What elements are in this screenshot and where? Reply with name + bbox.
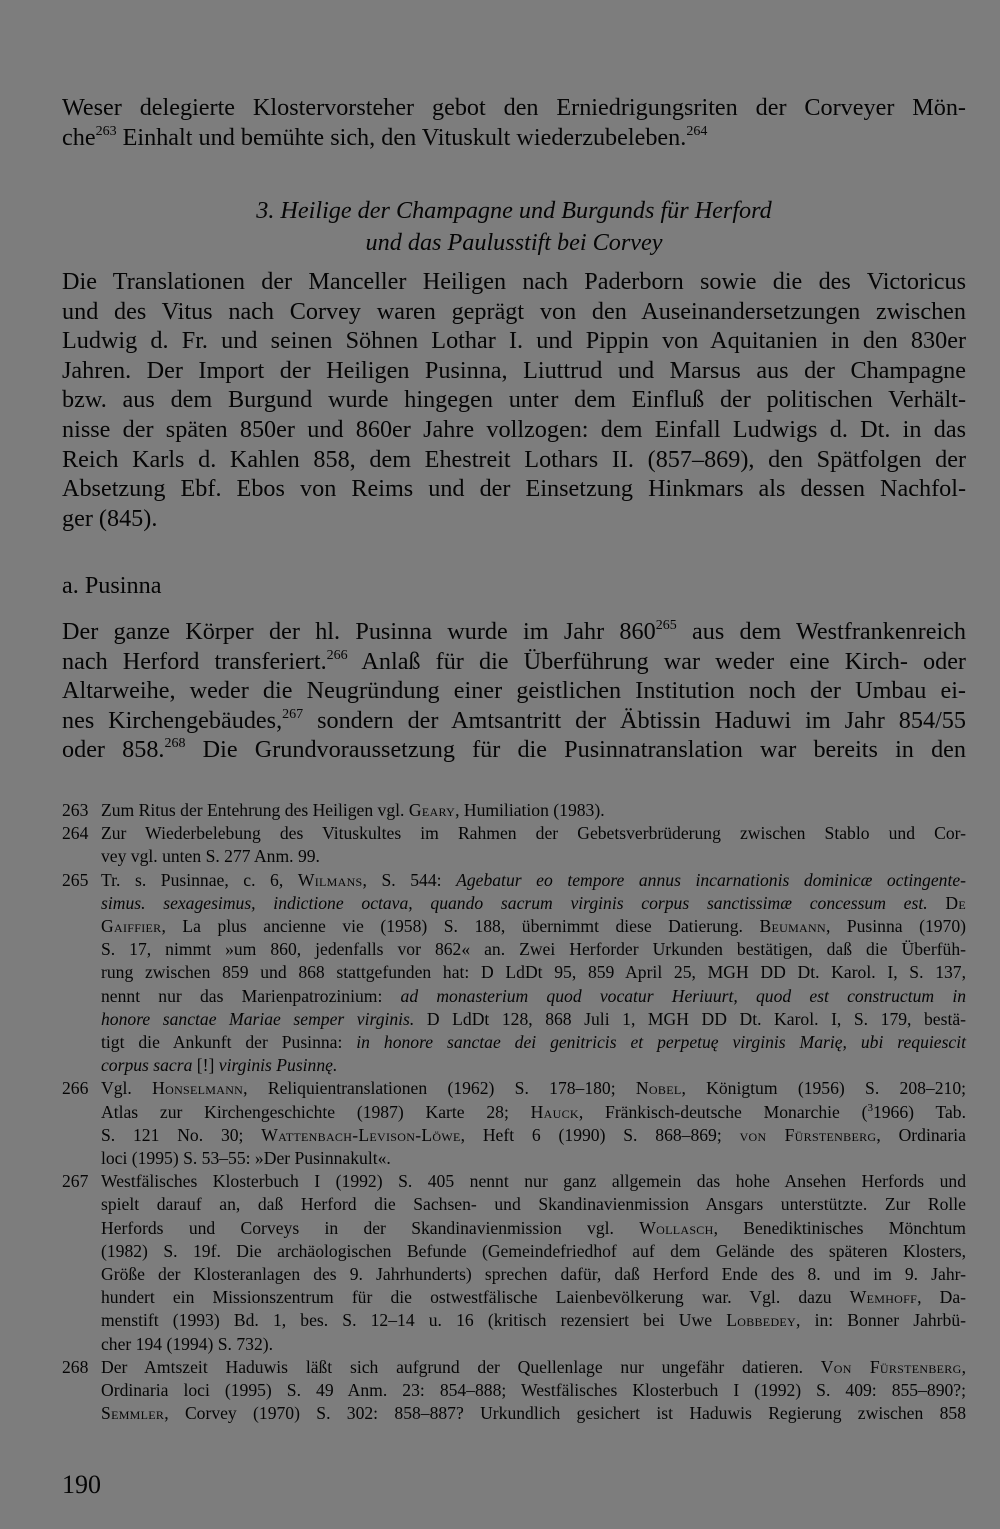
- text-fragment: 1966) Tab.: [872, 1101, 966, 1122]
- text-fragment: ,: [961, 1356, 966, 1377]
- text-fragment: aus dem Westfrankenreich: [676, 618, 966, 645]
- text-fragment: che: [62, 123, 96, 151]
- text-fragment: , La plus ancienne vie (1958) S. 188, übernimmt diese Datierung.: [161, 916, 760, 937]
- text-line: Jahren. Der Import der Heiligen Pusinna, Liuttrud und Marsus aus der Champagne: [62, 356, 966, 384]
- text-line: Ludwig d. Fr. und seinen Söhnen Lothar I. und Pippin von Aquitanien in den 830er: [62, 327, 966, 355]
- footnote-line: S. 17, nimmt »um 860, jedenfalls vor 862« an. Zwei Herforder Urkunden bestätigen, daß die Überfüh-: [101, 939, 966, 960]
- text-fragment: [!]: [192, 1055, 219, 1076]
- footnote-263: [62, 799, 966, 822]
- footnote-line: vey vgl. unten S. 277 Anm. 99.: [101, 846, 320, 867]
- text-line: nisse der späten 850er und 860er Jahre vollzogen: dem Einfall Ludwigs d. Dt. in das: [62, 415, 966, 443]
- text-fragment: , Fränkisch-deutsche Monarchie (: [578, 1101, 868, 1122]
- text-fragment: , Da-: [917, 1287, 966, 1308]
- page-number: 190: [62, 1470, 101, 1499]
- text-fragment: , Ordinaria: [876, 1124, 966, 1145]
- author-name: Geary: [408, 800, 456, 820]
- text-fragment: Einhalt und bemühte sich, den Vituskult wiederzubeleben.: [116, 123, 687, 151]
- text-fragment: tigt die Ankunft der Pusinna:: [101, 1032, 357, 1053]
- text-fragment: , Corvey (1970) S. 302: 858–887? Urkundlich gesichert ist Haduwis Regierung zwischen 858: [164, 1403, 966, 1424]
- text-fragment: nes Kirchengebäudes,: [62, 706, 283, 734]
- text-fragment: , Pusinna (1970): [825, 916, 966, 937]
- footnote-line: [101, 1356, 966, 1379]
- footnote-line: [101, 1309, 966, 1332]
- text-fragment: , Humiliation (1983).: [455, 800, 605, 820]
- text-fragment: Der ganze Körper der hl. Pusinna wurde im Jahr 860: [62, 618, 656, 645]
- top-paragraph: [62, 93, 966, 152]
- footnote-ref[interactable]: 265: [655, 618, 677, 633]
- footnote-ref[interactable]: 267: [282, 706, 304, 722]
- footnote-line: Zur Wiederbelebung des Vituskultes im Rahmen der Gebetsverbrüderung zwischen Stablo und Cor-: [101, 823, 966, 844]
- text-fragment: oder 858.: [62, 736, 165, 764]
- footnote-line: [101, 1031, 966, 1054]
- footnote-number: 267: [62, 1171, 89, 1192]
- text-fragment: , in: Bonner Jahrbü-: [796, 1310, 966, 1331]
- footnote-line: [101, 799, 966, 822]
- text-fragment: nach Herford transferiert.: [62, 647, 327, 675]
- footnote-line: [101, 1124, 966, 1147]
- footnote-ref[interactable]: 268: [164, 736, 186, 752]
- latin-quote: virginis Pusinnę.: [218, 1055, 338, 1076]
- text-fragment: , S. 544:: [362, 869, 457, 890]
- text-fragment: nennt nur das Marienpatrozinium:: [101, 985, 401, 1006]
- text-line: Die Translationen der Manceller Heiligen nach Paderborn sowie die des Victoricus: [62, 268, 966, 295]
- text-line: Weser delegierte Klostervorsteher gebot den Erniedrigungsriten der Corveyer Mön-: [62, 94, 966, 121]
- footnote-line: cher 194 (1994) S. 732).: [101, 1333, 273, 1354]
- text-line: [62, 123, 966, 153]
- text-line: ger (845).: [62, 504, 158, 532]
- footnote-line: [101, 915, 966, 938]
- footnote-number: 266: [62, 1078, 89, 1099]
- footnote-line: spielt darauf an, daß Herford die Sachsen- und Skandinavienmission Ansgars unterstützte. Zur Rolle: [101, 1194, 966, 1215]
- author-name: Gaiffier: [101, 916, 162, 937]
- footnote-267: [62, 1170, 966, 1356]
- text-line: [62, 617, 966, 647]
- footnote-line: [101, 892, 966, 915]
- text-fragment: sondern der Amtsantritt der Äbtissin Haduwi im Jahr 854/55: [303, 706, 966, 734]
- footnote-265: [62, 869, 966, 1078]
- author-name: Honselmann: [152, 1078, 244, 1099]
- footnote-line: [101, 1101, 966, 1124]
- section-heading-line: und das Paulusstift bei Corvey: [365, 229, 663, 256]
- footnote-line: Größe der Klosteranlagen des 9. Jahrhunderts) sprechen dafür, daß Herford Ende des 8. und im 9. Jahr-: [101, 1264, 966, 1285]
- latin-quote: corpus sacra: [101, 1055, 193, 1076]
- footnote-ref[interactable]: 263: [95, 123, 117, 139]
- text-fragment: Herfords und Corveys in der Skandinavienmission vgl.: [101, 1217, 640, 1238]
- author-name: Hauck: [530, 1101, 579, 1122]
- text-line: bzw. aus dem Burgund wurde hingegen unter dem Einfluß der politischen Verhält-: [62, 386, 966, 414]
- footnote-ref[interactable]: 266: [326, 647, 348, 663]
- footnote-ref[interactable]: 264: [686, 123, 708, 139]
- footnotes: [62, 799, 966, 1425]
- footnote-number: 263: [62, 800, 89, 820]
- text-fragment: Die Grundvoraussetzung für die Pusinnatranslation war bereits in den: [185, 736, 966, 764]
- latin-quote: in honore sanctae dei genitricis et perpetuę virginis Marię, ubi requiescit: [356, 1032, 966, 1053]
- text-fragment: hundert ein Missionszentrum für die ostwestfälische Laienbevölkerung war. Vgl. dazu: [101, 1287, 850, 1308]
- text-fragment: Vgl.: [101, 1078, 153, 1099]
- footnote-266: [62, 1077, 966, 1170]
- footnote-line: [101, 869, 966, 892]
- footnote-line: [101, 1077, 966, 1100]
- text-fragment: Anlaß für die Überführung war weder eine Kirch- oder: [347, 647, 966, 675]
- footnote-line: [101, 1402, 966, 1425]
- text-line: [62, 735, 966, 765]
- footnote-line: (1982) S. 19f. Die archäologischen Befunde (Gemeindefriedhof auf dem Gelände des späteren Klosters,: [101, 1240, 966, 1261]
- subsection-heading: a. Pusinna: [62, 572, 162, 599]
- text-fragment: Atlas zur Kirchengeschichte (1987) Karte 28;: [101, 1101, 531, 1122]
- text-line: [62, 706, 966, 736]
- text-fragment: , Heft 6 (1990) S. 868–869;: [460, 1124, 740, 1145]
- text-fragment: Tr. s. Pusinnae, c. 6,: [101, 869, 298, 890]
- author-name: De: [945, 892, 966, 913]
- author-name: Lobbedey: [726, 1310, 797, 1331]
- footnote-line: Westfälisches Klosterbuch I (1992) S. 405 nennt nur ganz allgemein das hohe Ansehen Herfords und: [101, 1171, 966, 1192]
- text-fragment: , Benediktinisches Mönchtum: [713, 1217, 966, 1238]
- text-fragment: Zum Ritus der Entehrung des Heiligen vgl.: [101, 800, 409, 820]
- latin-quote: ad monasterium quod vocatur Heriuurt, quod est constructum in: [400, 985, 966, 1006]
- text-fragment: [928, 893, 946, 913]
- footnote-268: [62, 1356, 966, 1426]
- author-name: Von Fürstenberg: [820, 1356, 962, 1377]
- text-fragment: , Königtum (1956) S. 208–210;: [681, 1078, 967, 1099]
- author-name: Wollasch: [639, 1217, 714, 1238]
- text-fragment: menstift (1993) Bd. 1, bes. S. 12–14 u. 16 (kritisch rezensiert bei Uwe: [101, 1310, 727, 1331]
- text-line: und des Vitus nach Corvey waren geprägt von den Auseinandersetzungen zwischen: [62, 297, 966, 325]
- text-line: Reich Karls d. Kahlen 858, dem Ehestreit Lothars II. (857–869), den Spätfolgen der: [62, 445, 966, 473]
- footnote-number: 268: [62, 1356, 89, 1377]
- text-line: [62, 647, 966, 677]
- latin-quote: Agebatur eo tempore annus incarnationis dominicæ octingente-: [456, 869, 967, 890]
- footnote-line: rung zwischen 859 und 868 stattgefunden hat: D LdDt 95, 859 April 25, MGH DD Dt. Karol. I, S. 137,: [101, 962, 966, 983]
- footnote-264: [62, 822, 966, 868]
- text-fragment: Der Amtszeit Haduwis läßt sich aufgrund der Quellenlage nur ungefähr datieren.: [101, 1356, 821, 1377]
- author-name: von Fürstenberg: [739, 1124, 877, 1145]
- footnote-line: loci (1995) S. 53–55: »Der Pusinnakult«.: [101, 1148, 391, 1169]
- footnote-number: 264: [62, 823, 89, 844]
- author-name: Wilmans: [297, 869, 363, 890]
- author-name: Wattenbach-Levison-Löwe: [261, 1124, 461, 1145]
- pusinna-paragraph: [62, 617, 966, 765]
- text-fragment: D LdDt 128, 868 Juli 1, MGH DD Dt. Karol. I, S. 179, bestä-: [414, 1008, 967, 1029]
- footnote-number: 265: [62, 869, 89, 890]
- section-paragraph: [62, 267, 966, 533]
- footnote-line: Ordinaria loci (1995) S. 49 Anm. 23: 854–888; Westfälisches Klosterbuch I (1992) S. 409: 855–890?;: [101, 1380, 966, 1401]
- author-name: Semmler: [101, 1403, 165, 1424]
- section-heading: [62, 195, 966, 259]
- edition-superscript: 3: [867, 1101, 873, 1114]
- footnote-line: [101, 1217, 966, 1240]
- latin-quote: honore sanctae Mariae semper virginis.: [101, 1008, 415, 1029]
- text-fragment: S. 121 No. 30;: [101, 1124, 262, 1145]
- text-fragment: , Reliquientranslationen (1962) S. 178–180;: [243, 1078, 636, 1099]
- section-heading-line: 3. Heilige der Champagne und Burgunds für Herford: [256, 197, 772, 224]
- footnote-line: [101, 1286, 966, 1309]
- latin-quote: simus. sexagesimus, indictione octava, quando sacrum virginis corpus sanctissimæ concessum est.: [101, 892, 928, 913]
- text-line: Altarweihe, weder die Neugründung einer geistlichen Institution noch der Umbau ei-: [62, 677, 966, 705]
- text-line: Absetzung Ebf. Ebos von Reims und der Einsetzung Hinkmars als dessen Nachfol-: [62, 475, 966, 503]
- author-name: Nobel: [635, 1078, 682, 1099]
- author-name: Beumann: [759, 916, 826, 937]
- footnote-line: [101, 985, 966, 1008]
- author-name: Wemhoff: [849, 1287, 918, 1308]
- footnote-line: [101, 1054, 966, 1077]
- footnote-line: [101, 1008, 966, 1031]
